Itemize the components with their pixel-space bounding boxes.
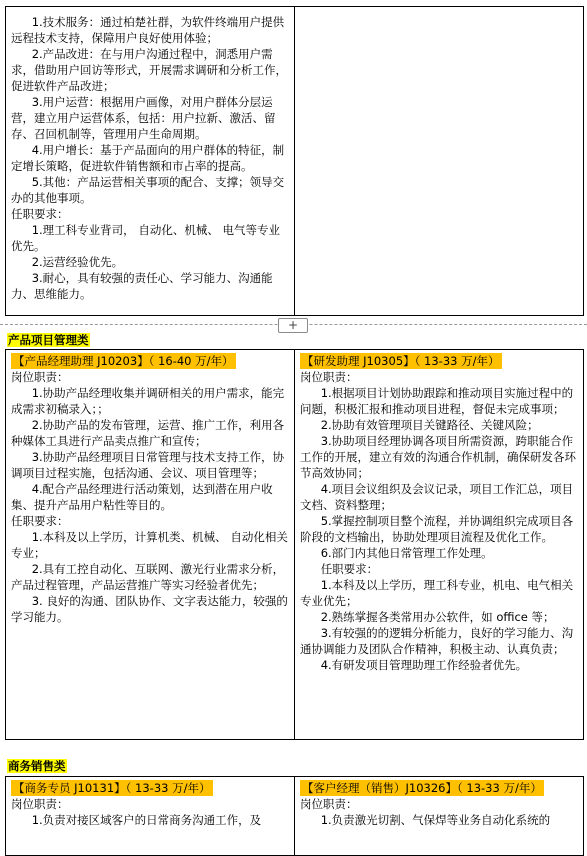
requirement-item: 1.本科及以上学历，计算机类、机械、 自动化相关专业； [11, 530, 288, 560]
duty-item: 1.根据项目计划协助跟踪和推动项目实施过程中的问题，积极汇报和推动项目进程，督促未完成事项； [300, 386, 574, 416]
position-name: 【研发助理 J10305】 [302, 354, 415, 368]
position-header [300, 780, 578, 796]
duty-item: 5.其他：产品运营相关事项的配合、支撑；领导交办的其他事项。 [11, 175, 285, 205]
top-right-cell [294, 6, 584, 316]
duty-item: 3.用户运营：根据用户画像，对用户群体分层运营，建立用户运营体系，包括：用户拉新、激活、留存、召回机制等，管理用户生命周期。 [11, 95, 276, 141]
requirement-item: 1.本科及以上学历，理工科专业，机电、电气相关专业优先； [300, 578, 574, 608]
duty-item: 4.配合产品经理进行活动策划，达到潜在用户收集、提升产品用户粘性等目的。 [11, 482, 273, 512]
duty-item: 4.项目会议组织及会议记录，项目工作汇总，项目文档、资料整理； [300, 482, 574, 512]
position-name: 【产品经理助理 J10203】 [13, 354, 149, 368]
duties-label: 岗位职责： [300, 370, 358, 384]
duties-label: 岗位职责： [11, 370, 69, 384]
duty-item: 1.负责对接区域客户的日常商务沟通工作，及 [31, 813, 262, 827]
position-header [300, 353, 578, 369]
requirement-item: 2.熟练掌握各类常用办公软件，如 office 等； [320, 610, 555, 624]
sales-right-cell [294, 776, 584, 856]
duty-item: 3.协助产品经理项目日常管理与技术支持工作，协调项目过程实施，包括沟通、会议、项目管理等； [11, 450, 285, 480]
duties-label: 岗位职责： [300, 797, 358, 811]
requirement-item: 2.具有工控自动化、互联网、激光行业需求分析，产品过程管理，产品运营推广等实习经验者优先； [11, 562, 285, 592]
duty-item: 2.协助产品的发布管理，运营、推广工作，利用各种媒体工具进行产品卖点推广和宣传； [11, 418, 285, 448]
requirement-item: 3. 良好的沟通、团队协作、文字表达能力，较强的学习能力。 [11, 594, 288, 624]
requirement-item: 3.耐心，具有较强的责任心、学习能力、沟通能力、思维能力。 [11, 271, 273, 301]
duty-item: 1.技术服务：通过柏楚社群，为软件终端用户提供远程技术支持，保障用户良好使用体验； [11, 15, 285, 45]
requirement-item: 1.理工科专业背司， 自动化、机械、 电气等专业优先。 [11, 223, 280, 253]
duty-item: 5.掌握控制项目整个流程，并协调组织完成项目各阶段的文档输出，协助处理项目流程及优化工作。 [300, 514, 574, 544]
position-header [11, 353, 289, 369]
expand-button[interactable]: + [278, 318, 308, 333]
requirements-label: 任职要求： [11, 207, 69, 221]
duty-item: 2.协助有效管理项目关键路径、关键风险； [320, 418, 539, 432]
duties-label: 岗位职责： [11, 797, 69, 811]
section-title-product: 产品项目管理类 [8, 333, 89, 347]
requirements-label: 任职要求： [11, 514, 69, 528]
duty-item: 1.负责激光切割、气保焊等业务自动化系统的 [320, 813, 551, 827]
salary: （ 13-33 万/年） [414, 354, 500, 368]
duty-item: 3.协助项目经理协调各项目所需资源，跨职能合作工作的开展，建立有效的沟通合作机制，确保研发各环节高效协同； [300, 434, 576, 480]
salary: （ 13-33 万/年） [125, 781, 211, 795]
duty-item: 1.协助产品经理收集并调研相关的用户需求，能完成需求初稿录入；； [11, 386, 285, 416]
product-left-cell [5, 349, 295, 740]
position-header [11, 780, 289, 796]
section-title-sales: 商务销售类 [8, 759, 66, 773]
duty-item: 4.用户增长：基于产品面向的用户群体的特征，制定增长策略，促进软件销售额和市占率的提高。 [11, 143, 285, 173]
requirement-item: 3.有较强的的逻辑分析能力，良好的学习能力、沟通协调能力及团队合作精神，积极主动、认真负责； [300, 626, 574, 656]
product-right-cell [294, 349, 584, 740]
requirement-item: 4.有研发项目管理助理工作经验者优先。 [320, 658, 528, 672]
salary: （ 16-40 万/年） [148, 354, 234, 368]
duty-item: 2.产品改进：在与用户沟通过程中，洞悉用户需求，借助用户回访等形式，开展需求调研和分析工作，促进软件产品改进； [11, 47, 287, 93]
position-name: 【商务专员 J10131】 [13, 781, 126, 795]
salary: （ 13-33 万/年） [456, 781, 542, 795]
sales-left-cell [5, 776, 295, 856]
position-name: 【客户经理（销售）J10326】 [302, 781, 457, 795]
top-left-cell [5, 6, 295, 316]
requirements-label: 任职要求： [320, 562, 379, 576]
requirement-item: 2.运营经验优先。 [31, 255, 124, 269]
duty-item: 6.部门内其他日常管理工作处理。 [320, 546, 493, 560]
